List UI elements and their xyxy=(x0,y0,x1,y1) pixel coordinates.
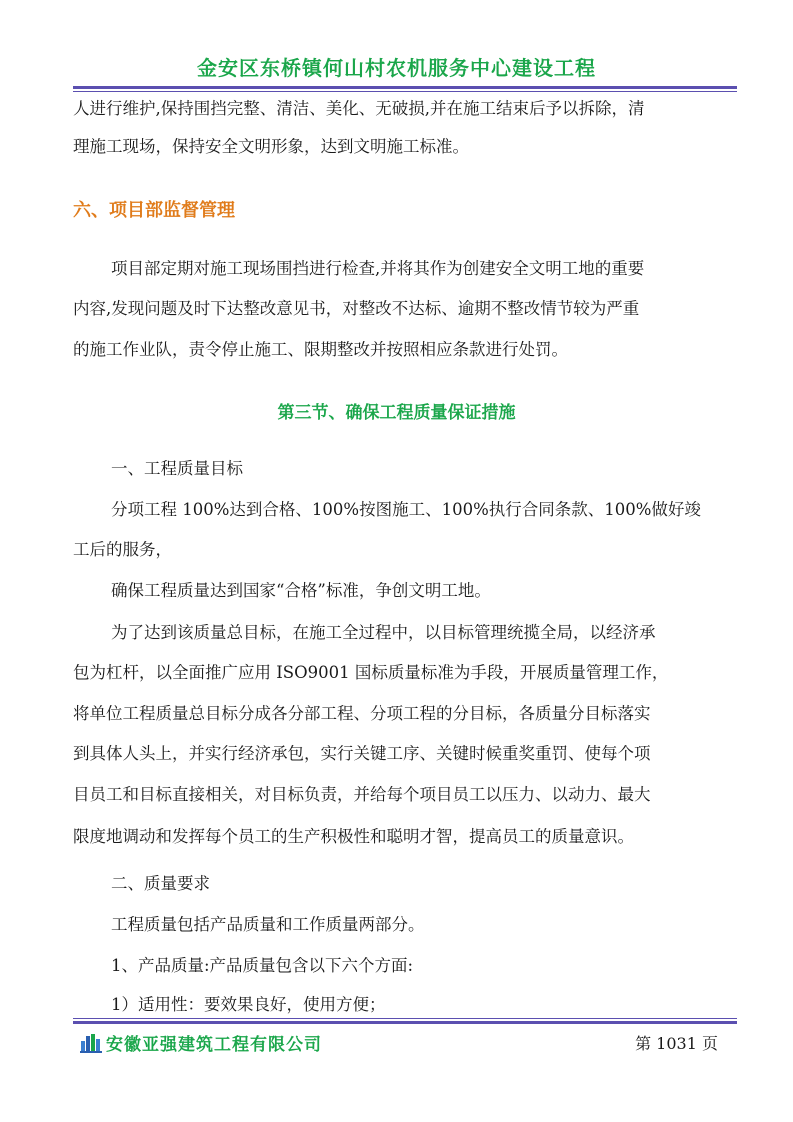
body-line: 内容,发现问题及时下达整改意见书，对整改不达标、逾期不整改情节较为严重 xyxy=(73,299,640,318)
footer-company xyxy=(80,1030,322,1055)
section-heading: 六、项目部监督管理 xyxy=(73,200,235,221)
body-line: 项目部定期对施工现场围挡进行检查,并将其作为创建安全文明工地的重要 xyxy=(111,259,645,278)
body-line: 目员工和目标直接相关，对目标负责，并给每个项目员工以压力、以动力、最大 xyxy=(73,785,651,804)
header-title: 金安区东桥镇何山村农机服务中心建设工程 xyxy=(197,56,596,80)
body-line: 包为杠杆，以全面推广应用 ISO9001 国标质量标准为手段，开展质量管理工作， xyxy=(73,663,669,682)
body-line: 工程质量包括产品质量和工作质量两部分。 xyxy=(111,915,425,934)
body-line: 1、产品质量:产品质量包含以下六个方面: xyxy=(111,956,414,975)
subsection-heading: 二、质量要求 xyxy=(111,874,210,893)
body-line: 工后的服务， xyxy=(73,540,172,559)
body-line: 分项工程 100%达到合格、100%按图施工、100%执行合同条款、100%做好竣 xyxy=(111,500,701,519)
body-line: 人进行维护,保持围挡完整、清洁、美化、无破损,并在施工结束后予以拆除，清 xyxy=(73,99,645,118)
building-logo-icon xyxy=(80,1033,102,1053)
company-name: 安徽亚强建筑工程有限公司 xyxy=(106,1035,322,1055)
body-line: 到具体人头上，并实行经济承包，实行关键工序、关键时候重奖重罚、使每个项 xyxy=(73,744,651,763)
footer-rule-thin xyxy=(73,1018,737,1019)
body-line: 为了达到该质量总目标，在施工全过程中，以目标管理统揽全局，以经济承 xyxy=(111,623,656,642)
body-line: 将单位工程质量总目标分成各分部工程、分项工程的分目标，各质量分目标落实 xyxy=(73,704,651,723)
header-rule-thick xyxy=(73,86,737,89)
body-line: 理施工现场，保持安全文明形象，达到文明施工标准。 xyxy=(73,137,469,156)
subsection-heading: 一、工程质量目标 xyxy=(111,459,243,478)
body-line: 1）适用性：要效果良好，使用方便； xyxy=(111,995,386,1014)
footer-rule-thick xyxy=(73,1021,737,1024)
body-line: 确保工程质量达到国家“合格”标准，争创文明工地。 xyxy=(111,581,491,600)
body-line: 的施工作业队，责令停止施工、限期整改并按照相应条款进行处罚。 xyxy=(73,340,568,359)
page-number: 第 1031 页 xyxy=(635,1034,718,1053)
header-rule-thin xyxy=(73,91,737,92)
chapter-heading: 第三节、确保工程质量保证措施 xyxy=(277,403,516,423)
body-line: 限度地调动和发挥每个员工的生产积极性和聪明才智，提高员工的质量意识。 xyxy=(73,827,634,846)
